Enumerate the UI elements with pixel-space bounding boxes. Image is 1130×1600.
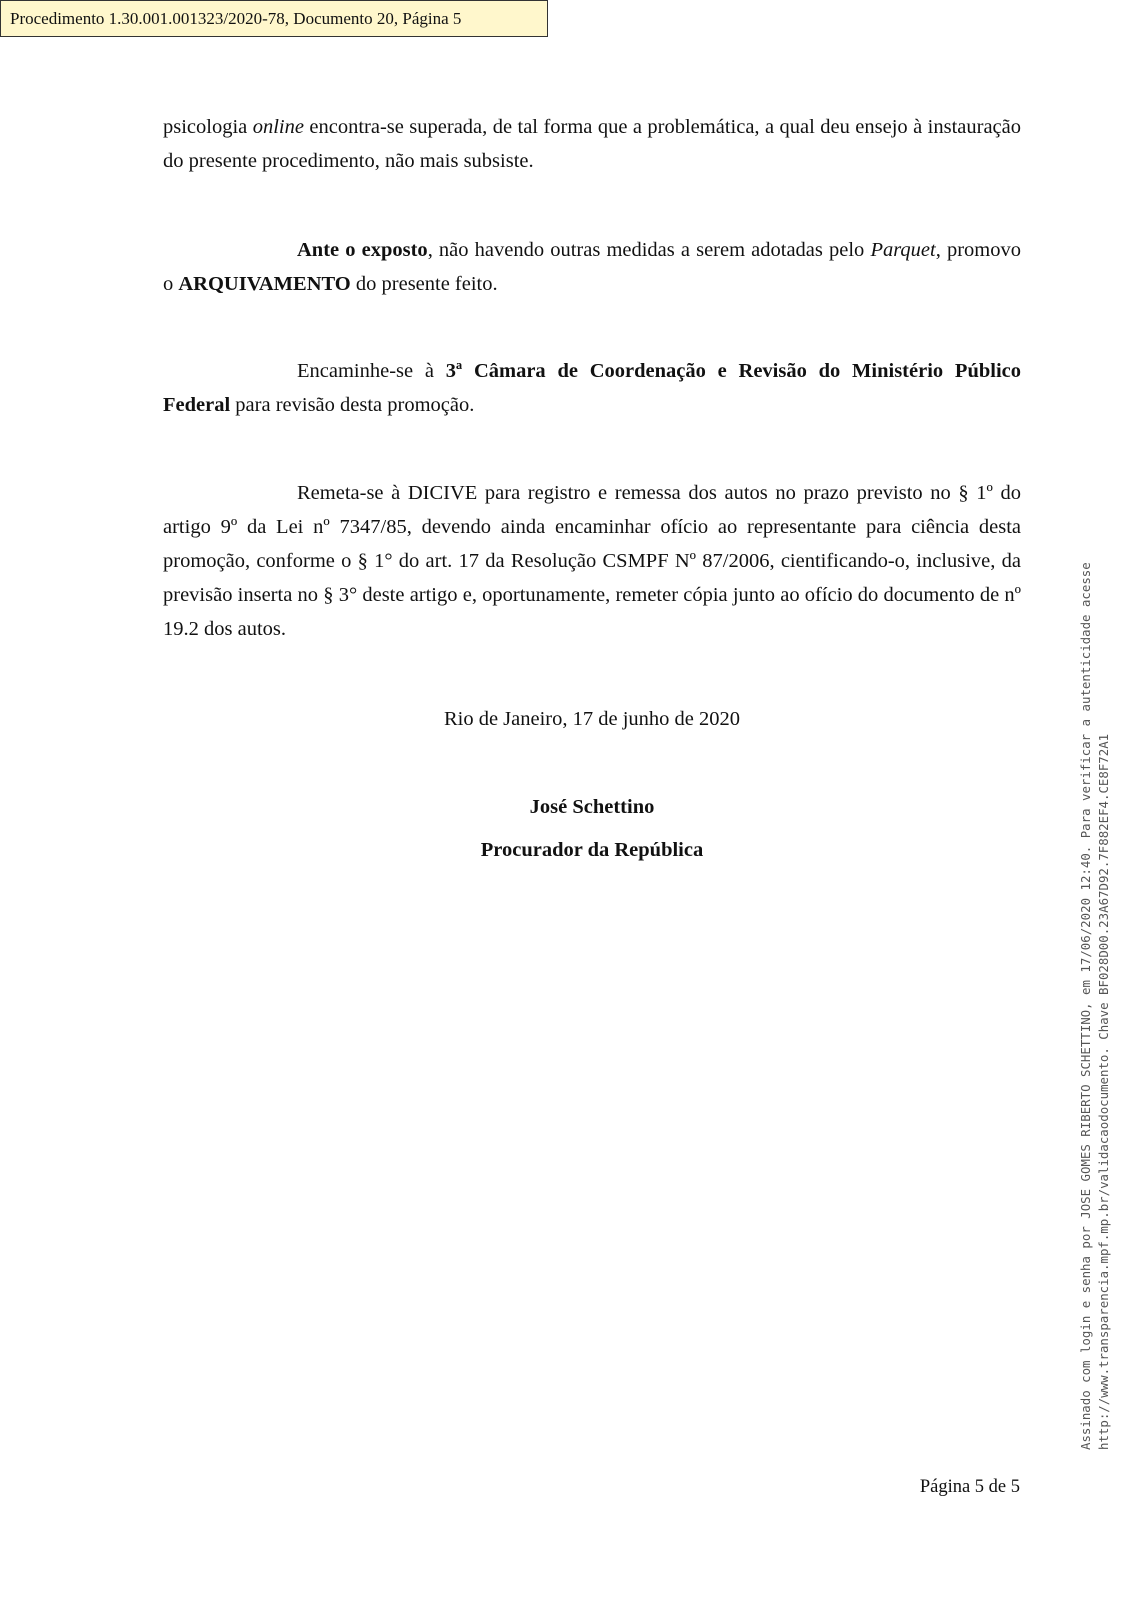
text-run: , não havendo outras medidas a serem adotadas pelo <box>427 239 871 261</box>
document-date: Rio de Janeiro, 17 de junho de 2020 <box>443 708 741 730</box>
paragraph-archiving <box>163 233 1021 301</box>
signature-stamp-line: Assinado com login e senha por JOSE GOMES RIBERTO SCHETTINO, em 17/06/2020 12:40. Para verificar a autenticidade acesse <box>1078 562 1093 1450</box>
signer-title: Procurador da República <box>480 839 704 861</box>
paragraph-remittance: Remeta-se à DICIVE para registro e remessa dos autos no prazo previsto no § 1º do artigo 9º da Lei nº 7347/85, devendo ainda encaminhar ofício ao representante para ciência desta promoção, conforme o § 1° do art. 17 da Resolução CSMPF Nº 87/2006, cientificando-o, inclusive, da previsão inserta no § 3° deste artigo e, oportunamente, remeter cópia junto ao ofício do documento de nº 19.2 dos autos. <box>163 482 1021 640</box>
paragraph-forwarding <box>163 354 1021 422</box>
signature-verification-stamp <box>1077 562 1113 1450</box>
verification-url-line: http://www.transparencia.mpf.mp.br/validacaodocumento. Chave BF028D00.23A67D92.7F882EF4.CE8F72A1 <box>1096 733 1111 1450</box>
paragraph-conclusion <box>163 110 1021 178</box>
text-run: , promovo o <box>163 239 1022 295</box>
text-run: para revisão desta promoção. <box>230 394 475 416</box>
document-header-stamp: Procedimento 1.30.001.001323/2020-78, Documento 20, Página 5 <box>0 0 548 37</box>
text-run-bold: ARQUIVAMENTO <box>178 273 351 295</box>
text-run-bold: 3ª Câmara de Coordenação e Revisão do Ministério Público Federal <box>163 360 1021 416</box>
text-run-italic: online <box>252 116 304 138</box>
text-run: do presente feito. <box>350 273 498 295</box>
page-number: Página 5 de 5 <box>919 1477 1020 1497</box>
text-run: psicologia <box>163 116 253 138</box>
text-run-italic: Parquet <box>870 239 936 261</box>
text-run: encontra-se superada, de tal forma que a problemática, a qual deu ensejo à instauração do presente procedimento, não mais subsiste. <box>163 116 1021 172</box>
signer-name: José Schettino <box>529 796 655 818</box>
text-run-bold: Ante o exposto <box>297 239 428 261</box>
text-run: Encaminhe-se à <box>297 360 446 382</box>
